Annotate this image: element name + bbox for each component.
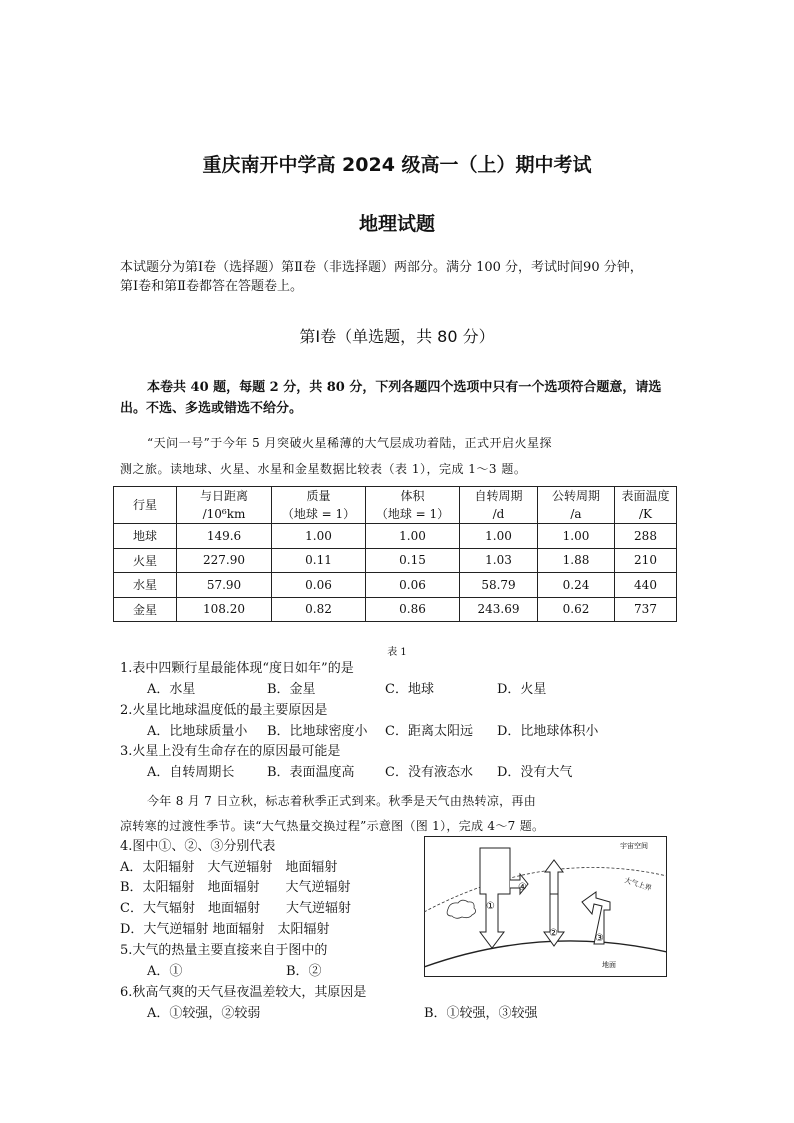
- table-header-cell: 体积 （地球 = 1）: [366, 487, 460, 524]
- section-instruction-1: 本卷共 40 题，每题 2 分，共 80 分，下列各题四个选项中只有一个选项符合题意，请选: [147, 380, 662, 395]
- table-cell: 1.88: [538, 548, 615, 573]
- table-cell: 737: [615, 597, 677, 622]
- q5-option-a[interactable]: A．①: [147, 964, 183, 979]
- table-cell: 1.00: [272, 524, 366, 549]
- table-cell: 1.00: [366, 524, 460, 549]
- table-cell: 0.11: [272, 548, 366, 573]
- marker-4: ④: [518, 882, 527, 893]
- q2-option-c[interactable]: C．距离太阳远: [385, 724, 473, 739]
- table-header-cell: 自转周期 /d: [460, 487, 538, 524]
- exam-title: 重庆南开中学高 2024 级高一（上）期中考试: [202, 154, 592, 176]
- q1-option-b[interactable]: B．金星: [267, 682, 316, 697]
- marker-1: ①: [486, 901, 495, 912]
- q5-option-b[interactable]: B．②: [286, 964, 322, 979]
- table-cell: 1.03: [460, 548, 538, 573]
- table-cell: 57.90: [177, 573, 272, 598]
- table-cell: 210: [615, 548, 677, 573]
- atmosphere-top-label: 大气上界: [623, 876, 653, 893]
- q2-option-b[interactable]: B．比地球密度小: [267, 724, 368, 739]
- section-instruction-2: 出。不选、多选或错选不给分。: [120, 401, 303, 416]
- question-6-stem: 6.秋高气爽的天气昼夜温差较大，其原因是: [120, 985, 367, 1000]
- table-cell: 227.90: [177, 548, 272, 573]
- atmosphere-heat-diagram: [424, 836, 667, 977]
- q3-option-c[interactable]: C．没有液态水: [385, 765, 473, 780]
- table-cell: 288: [615, 524, 677, 549]
- table-header-cell: 质量 （地球 = 1）: [272, 487, 366, 524]
- intro-line-1: 本试题分为第Ⅰ卷（选择题）第Ⅱ卷（非选择题）两部分。满分 100 分，考试时间90 分钟，: [120, 260, 643, 275]
- section-heading: 第Ⅰ卷（单选题，共 80 分）: [299, 327, 495, 346]
- table-row: [114, 548, 677, 573]
- table-header-cell: 公转周期 /a: [538, 487, 615, 524]
- table-header-cell: 行星: [114, 487, 177, 524]
- q1-option-a[interactable]: A．水星: [147, 682, 196, 697]
- table-cell: 149.6: [177, 524, 272, 549]
- q3-option-d[interactable]: D．没有大气: [497, 765, 573, 780]
- q4-option-a[interactable]: A．太阳辐射 大气逆辐射 地面辐射: [120, 860, 338, 875]
- question-5-stem: 5.大气的热量主要直接来自于图中的: [120, 943, 328, 958]
- table-cell: 108.20: [177, 597, 272, 622]
- table-cell: 0.86: [366, 597, 460, 622]
- q3-option-a[interactable]: A．自转周期长: [147, 765, 235, 780]
- q6-option-a[interactable]: A．①较强，②较弱: [147, 1006, 261, 1021]
- passage2-line-1: 今年 8 月 7 日立秋，标志着秋季正式到来。秋季是天气由热转凉，再由: [147, 794, 537, 808]
- table-cell: 58.79: [460, 573, 538, 598]
- q4-option-b[interactable]: B．太阳辐射 地面辐射 大气逆辐射: [120, 880, 351, 895]
- intro-line-2: 第Ⅰ卷和第Ⅱ卷都答在答题卷上。: [120, 279, 303, 294]
- table-cell: 0.06: [272, 573, 366, 598]
- table-cell: 地球: [114, 524, 177, 549]
- table-cell: 1.00: [538, 524, 615, 549]
- table-cell: 0.62: [538, 597, 615, 622]
- q4-option-c[interactable]: C．大气辐射 地面辐射 大气逆辐射: [120, 901, 351, 916]
- table-row: [114, 524, 677, 549]
- ground-label: 地面: [602, 961, 616, 969]
- table-cell: 0.06: [366, 573, 460, 598]
- passage2-line-2: 凉转寒的过渡性季节。读“大气热量交换过程”示意图（图 1），完成 4～7 题。: [120, 819, 545, 833]
- table-cell: 金星: [114, 597, 177, 622]
- q3-option-b[interactable]: B．表面温度高: [267, 765, 355, 780]
- table-cell: 0.24: [538, 573, 615, 598]
- q4-option-d[interactable]: D．大气逆辐射 地面辐射 太阳辐射: [120, 922, 330, 937]
- passage1-line-1: “天问一号”于今年 5 月突破火星稀薄的大气层成功着陆，正式开启火星探: [147, 436, 553, 450]
- q1-option-c[interactable]: C．地球: [385, 682, 434, 697]
- table-cell: 440: [615, 573, 677, 598]
- table-row: [114, 573, 677, 598]
- planet-data-table: [113, 486, 677, 622]
- q2-option-d[interactable]: D．比地球体积小: [497, 724, 599, 739]
- table-header-row: [114, 487, 677, 524]
- marker-3: ③: [595, 933, 604, 944]
- question-4-stem: 4.图中①、②、③分别代表: [120, 839, 276, 854]
- space-label: 宇宙空间: [620, 842, 648, 850]
- table-header-cell: 与日距离 /10⁶km: [177, 487, 272, 524]
- question-1-stem: 1.表中四颗行星最能体现“度日如年”的是: [120, 661, 354, 676]
- table-caption: 表 1: [387, 647, 407, 658]
- table-cell: 0.15: [366, 548, 460, 573]
- table-cell: 243.69: [460, 597, 538, 622]
- marker-2: ②: [549, 928, 558, 939]
- q6-option-b[interactable]: B．①较强，③较强: [424, 1006, 538, 1021]
- table-cell: 0.82: [272, 597, 366, 622]
- table-row: [114, 597, 677, 622]
- table-header-cell: 表面温度 /K: [615, 487, 677, 524]
- table-cell: 1.00: [460, 524, 538, 549]
- question-3-stem: 3.火星上没有生命存在的原因最可能是: [120, 744, 341, 759]
- q1-option-d[interactable]: D．火星: [497, 682, 547, 697]
- exam-subtitle: 地理试题: [358, 213, 435, 235]
- table-cell: 火星: [114, 548, 177, 573]
- table-cell: 水星: [114, 573, 177, 598]
- q2-option-a[interactable]: A．比地球质量小: [147, 724, 248, 739]
- passage1-line-2: 测之旅。读地球、火星、水星和金星数据比较表（表 1），完成 1～3 题。: [120, 462, 527, 476]
- question-2-stem: 2.火星比地球温度低的最主要原因是: [120, 703, 328, 718]
